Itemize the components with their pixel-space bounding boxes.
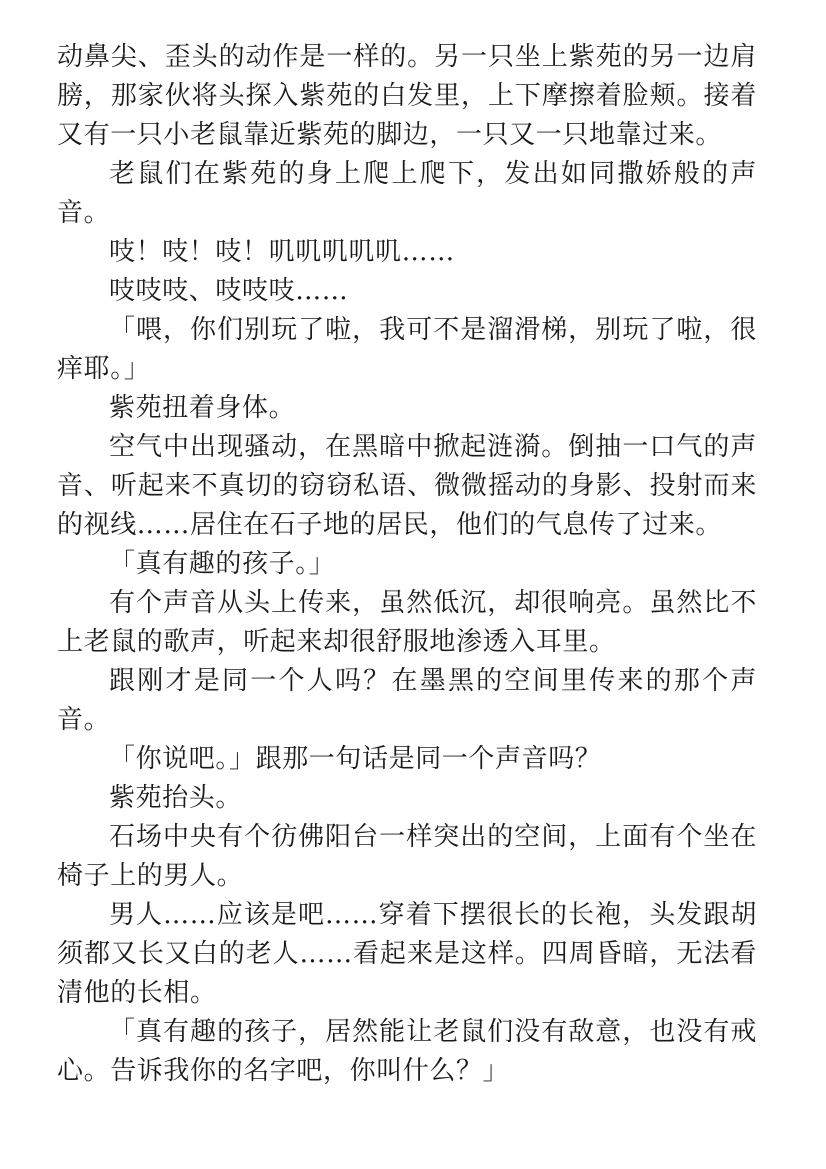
paragraph-8: 「真有趣的孩子。」	[109, 549, 336, 579]
paragraph-11: 「你说吧。」跟那一句话是同一个声音吗？	[109, 744, 602, 774]
paragraph-5: 「喂，你们别玩了啦，我可不是溜滑梯，别玩了啦，很痒耶。」	[57, 315, 757, 384]
paragraph-13: 石场中央有个彷佛阳台一样突出的空间，上面有个坐在椅子上的男人。	[57, 822, 757, 891]
paragraph-7: 空气中出现骚动，在黑暗中掀起涟漪。倒抽一口气的声音、听起来不真切的窃窃私语、微微摇动的身影、投射而来的视线……居住在石子地的居民，他们的气息传了过来。	[57, 432, 757, 540]
paragraph-3: 吱！吱！吱！叽叽叽叽叽……	[109, 237, 455, 267]
paragraph-9: 有个声音从头上传来，虽然低沉，却很响亮。虽然比不上老鼠的歌声，听起来却很舒服地渗透入耳里。	[57, 588, 757, 657]
paragraph-10: 跟刚才是同一个人吗？在墨黑的空间里传来的那个声音。	[57, 666, 757, 735]
paragraph-6: 紫苑扭着身体。	[109, 393, 296, 423]
paragraph-15: 「真有趣的孩子，居然能让老鼠们没有敌意，也没有戒心。告诉我你的名字吧，你叫什么？」	[57, 1017, 757, 1086]
paragraph-1: 动鼻尖、歪头的动作是一样的。另一只坐上紫苑的另一边肩膀，那家伙将头探入紫苑的白发里，上下摩擦着脸颊。接着又有一只小老鼠靠近紫苑的脚边，一只又一只地靠过来。	[57, 42, 757, 150]
paragraph-12: 紫苑抬头。	[109, 783, 243, 813]
paragraph-4: 吱吱吱、吱吱吱……	[109, 276, 349, 306]
text-page	[57, 38, 757, 1091]
paragraph-2: 老鼠们在紫苑的身上爬上爬下，发出如同撒娇般的声音。	[57, 159, 757, 228]
paragraph-14: 男人……应该是吧……穿着下摆很长的长袍，头发跟胡须都又长又白的老人……看起来是这样。四周昏暗，无法看清他的长相。	[57, 900, 757, 1008]
